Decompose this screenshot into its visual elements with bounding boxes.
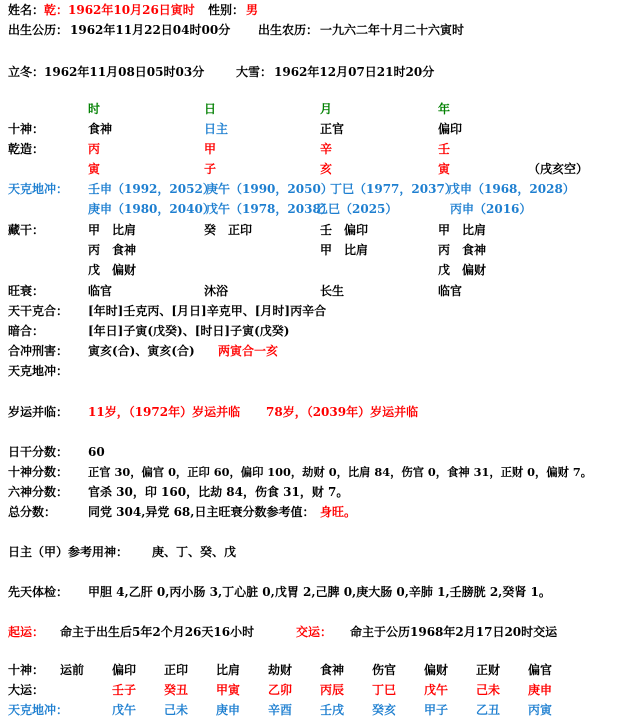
dayun-shishen-cell: 食神 bbox=[320, 663, 345, 677]
yongshen-value: 庚、丁、癸、戊 bbox=[152, 545, 237, 559]
gender-label: 性别： bbox=[208, 3, 245, 17]
tianke-item: 庚申（1980，2040） bbox=[88, 202, 215, 216]
ganhe-value: [年时]壬克丙、[月日]辛克甲、[月时]丙辛合 bbox=[88, 304, 327, 318]
suiyun-value-2: 78岁，（2039年）岁运并临 bbox=[266, 405, 419, 419]
wangshuai-hour: 临官 bbox=[88, 284, 113, 298]
dayun-cell: 甲寅 bbox=[216, 683, 241, 697]
pillar-header-day: 日 bbox=[204, 102, 217, 116]
canggan-cell: 甲 比肩 bbox=[320, 243, 369, 257]
dayun-tianke-cell: 辛酉 bbox=[268, 703, 293, 717]
dayun-shishen-cell: 偏印 bbox=[112, 663, 137, 677]
stem-month: 辛 bbox=[320, 142, 333, 156]
lunar-value: 一九六二年十月二十六寅时 bbox=[320, 23, 465, 37]
tianke-item: 庚午（1990，2050） bbox=[206, 182, 333, 196]
dayun-shishen-cell: 比肩 bbox=[216, 663, 241, 677]
canggan-cell: 丙 食神 bbox=[88, 243, 137, 257]
gender-value: 男 bbox=[246, 3, 259, 17]
total-score-label: 总分数： bbox=[8, 505, 57, 519]
suiyun-label: 岁运并临： bbox=[8, 405, 69, 419]
dayun-cell: 己未 bbox=[476, 683, 501, 697]
branch-month: 亥 bbox=[320, 162, 333, 176]
canggan-cell: 癸 正印 bbox=[204, 223, 253, 237]
dayun-tianke-label: 天克地冲： bbox=[8, 703, 69, 717]
dayun-cell: 乙卯 bbox=[268, 683, 293, 697]
tijian-value: 甲胆 4,乙肝 0,丙小肠 3,丁心脏 0,戊胃 2,己脾 0,庚大肠 0,辛肺 1,壬膀胱 2,癸肾 1。 bbox=[88, 585, 551, 599]
shishen-hour: 食神 bbox=[88, 122, 113, 136]
dayun-cell: 壬子 bbox=[112, 683, 137, 697]
kongwang: （戌亥空） bbox=[528, 162, 589, 176]
rigan-label: 日干分数： bbox=[8, 445, 69, 459]
shishen-year: 偏印 bbox=[438, 122, 463, 136]
canggan-cell: 壬 偏印 bbox=[320, 223, 369, 237]
stem-hour: 丙 bbox=[88, 142, 101, 156]
dayun-label: 大运： bbox=[8, 683, 45, 697]
canggan-cell: 戊 偏财 bbox=[88, 263, 137, 277]
anhe-label: 暗合： bbox=[8, 324, 45, 338]
dayun-tianke-cell: 戊午 bbox=[112, 703, 137, 717]
tianke-label: 天克地冲： bbox=[8, 182, 69, 196]
canggan-cell: 甲 比肩 bbox=[438, 223, 487, 237]
branch-hour: 寅 bbox=[88, 162, 101, 176]
shishen-score-value: 正官 30，偏官 0，正印 60，偏印 100，劫财 0，比肩 84，伤官 0，食神 31，正财 0，偏财 7。 bbox=[88, 465, 593, 479]
dayun-tianke-cell: 癸亥 bbox=[372, 703, 397, 717]
dayun-cell: 癸丑 bbox=[164, 683, 189, 697]
name-value: 乾：1962年10月26日寅时 bbox=[44, 3, 195, 17]
liushen-score-label: 六神分数： bbox=[8, 485, 69, 499]
yongshen-label: 日主（甲）参考用神： bbox=[8, 545, 129, 559]
canggan-cell: 丙 食神 bbox=[438, 243, 487, 257]
hechong-value: 寅亥(合)、寅亥(合) bbox=[88, 344, 195, 358]
tianke-item: 乙巳（2025） bbox=[316, 202, 398, 216]
dayun-cell: 丙辰 bbox=[320, 683, 345, 697]
shishen-month: 正官 bbox=[320, 122, 345, 136]
dayun-shishen-cell: 偏官 bbox=[528, 663, 553, 677]
lunar-label: 出生农历： bbox=[258, 23, 319, 37]
dayun-shishen-cell: 正财 bbox=[476, 663, 501, 677]
stem-year: 壬 bbox=[438, 142, 451, 156]
wangshuai-day: 沐浴 bbox=[204, 284, 229, 298]
dayun-shishen-cell: 偏财 bbox=[424, 663, 449, 677]
solar-label: 出生公历： bbox=[8, 23, 69, 37]
dayun-tianke-cell: 庚申 bbox=[216, 703, 241, 717]
ganhe-label: 天干克合： bbox=[8, 304, 69, 318]
dayun-tianke-cell: 丙寅 bbox=[528, 703, 553, 717]
tianke-item: 丁巳（1977，2037） bbox=[330, 182, 457, 196]
name-label: 姓名： bbox=[8, 3, 45, 17]
lidong-value: 1962年11月08日05时03分 bbox=[44, 65, 205, 79]
shishen-score-label: 十神分数： bbox=[8, 465, 69, 479]
shishen-label: 十神： bbox=[8, 122, 45, 136]
dayun-shishen-cell: 劫财 bbox=[268, 663, 293, 677]
dayun-cell: 庚申 bbox=[528, 683, 553, 697]
jiaoyun-value: 命主于公历1968年2月17日20时交运 bbox=[350, 625, 558, 639]
qianzao-label: 乾造： bbox=[8, 142, 45, 156]
shishen-day: 日主 bbox=[204, 122, 229, 136]
canggan-cell: 戊 偏财 bbox=[438, 263, 487, 277]
total-score-result: 身旺。 bbox=[320, 505, 357, 519]
branch-day: 子 bbox=[204, 162, 217, 176]
hechong-extra: 两寅合一亥 bbox=[218, 344, 279, 358]
tijian-label: 先天体检： bbox=[8, 585, 69, 599]
suiyun-value-1: 11岁，（1972年）岁运并临 bbox=[88, 405, 241, 419]
anhe-value: [年日]子寅(戊癸)、[时日]子寅(戊癸) bbox=[88, 324, 290, 338]
lidong-label: 立冬： bbox=[8, 65, 45, 79]
pillar-header-year: 年 bbox=[438, 102, 451, 116]
tianke-item: 戊午（1978，2038） bbox=[206, 202, 333, 216]
branch-year: 寅 bbox=[438, 162, 451, 176]
dayun-shishen-label: 十神： bbox=[8, 663, 45, 677]
qiyun-label: 起运： bbox=[8, 625, 45, 639]
dayun-shishen-cell: 正印 bbox=[164, 663, 189, 677]
dayun-shishen-cell: 运前 bbox=[60, 663, 85, 677]
dayun-cell: 戊午 bbox=[424, 683, 449, 697]
tianke-item: 丙申（2016） bbox=[450, 202, 532, 216]
liushen-score-value: 官杀 30，印 160，比劫 84，伤食 31，财 7。 bbox=[88, 485, 349, 499]
daxue-label: 大雪： bbox=[236, 65, 273, 79]
hechong-label: 合冲刑害： bbox=[8, 344, 69, 358]
dayun-tianke-cell: 甲子 bbox=[424, 703, 449, 717]
dayun-tianke-cell: 壬戌 bbox=[320, 703, 345, 717]
jiaoyun-label: 交运： bbox=[296, 625, 333, 639]
tianke-item: 壬申（1992，2052） bbox=[88, 182, 215, 196]
dayun-shishen-cell: 伤官 bbox=[372, 663, 397, 677]
wangshuai-label: 旺衰： bbox=[8, 284, 45, 298]
dayun-tianke-cell: 乙丑 bbox=[476, 703, 501, 717]
canggan-cell: 甲 比肩 bbox=[88, 223, 137, 237]
pillar-header-hour: 时 bbox=[88, 102, 101, 116]
daxue-value: 1962年12月07日21时20分 bbox=[274, 65, 435, 79]
total-score-value: 同党 304,异党 68,日主旺衰分数参考值： bbox=[88, 505, 315, 519]
dayun-cell: 丁巳 bbox=[372, 683, 397, 697]
canggan-label: 藏干： bbox=[8, 223, 45, 237]
tianke-item: 戊申（1968，2028） bbox=[448, 182, 575, 196]
qiyun-value: 命主于出生后5年2个月26天16小时 bbox=[60, 625, 255, 639]
dayun-tianke-cell: 己未 bbox=[164, 703, 189, 717]
solar-value: 1962年11月22日04时00分 bbox=[70, 23, 231, 37]
pillar-header-month: 月 bbox=[320, 102, 333, 116]
wangshuai-year: 临官 bbox=[438, 284, 463, 298]
wangshuai-month: 长生 bbox=[320, 284, 345, 298]
rigan-value: 60 bbox=[88, 445, 105, 459]
stem-day: 甲 bbox=[204, 142, 217, 156]
tianke2-label: 天克地冲： bbox=[8, 364, 69, 378]
